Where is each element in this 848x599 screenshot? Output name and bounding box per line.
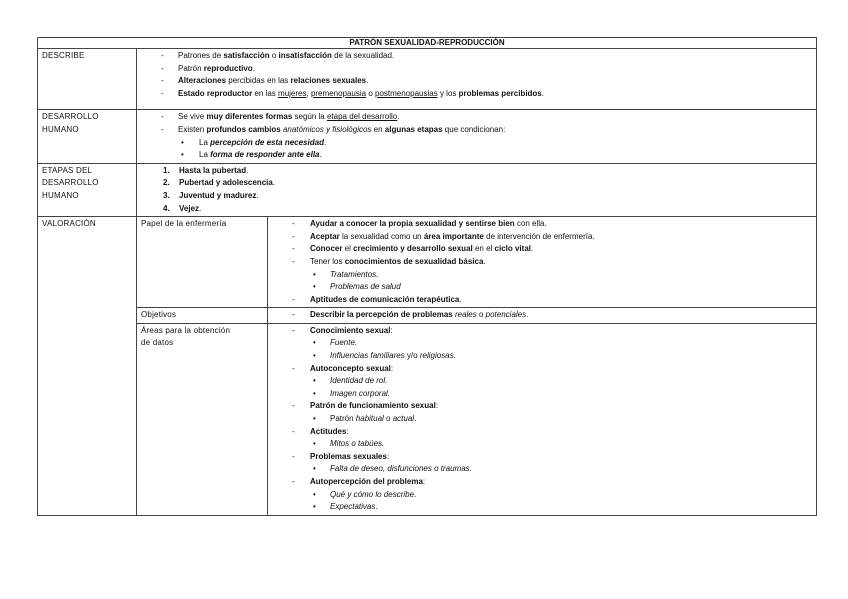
text-run: : <box>346 426 349 436</box>
desarrollo-list <box>141 111 812 161</box>
text-run: postmenopausias <box>375 88 438 98</box>
list-item <box>272 400 812 413</box>
text-run: en el <box>472 244 495 254</box>
text-run: etapa del desarrollo <box>326 112 398 122</box>
item-number: 1. <box>163 165 170 175</box>
bullet-item <box>272 388 812 401</box>
list-item <box>272 309 812 322</box>
text-run: Alteraciones <box>178 76 227 86</box>
item-number: 4. <box>163 203 170 213</box>
text-run: . <box>256 190 259 200</box>
content-describe <box>137 49 817 110</box>
bullet-item <box>272 281 812 294</box>
text-run: potenciales <box>485 310 527 320</box>
text-run: Ayudar a conocer la propia sexualidad y sentirse bien <box>310 219 515 229</box>
bullet-item <box>141 149 812 162</box>
text-run: . <box>366 76 369 86</box>
text-run: Pubertad y adolescencia <box>179 178 273 188</box>
text-run: Actitudes <box>310 426 347 436</box>
text-run: . <box>319 150 322 160</box>
text-run: Tener los <box>310 256 345 266</box>
text-run: percibidas en las <box>226 76 291 86</box>
text-run: . <box>541 88 544 98</box>
text-run: Patrones de <box>178 51 224 60</box>
text-run: la sexualidad como un <box>339 231 424 241</box>
list-item <box>272 243 812 256</box>
text-run: . <box>459 294 462 304</box>
text-run: de la sexualidad. <box>331 51 395 60</box>
text-run: de intervención de enfermería. <box>483 231 595 241</box>
text-run: habitual <box>355 414 384 424</box>
row-objetivos <box>38 308 817 324</box>
row-describe <box>38 49 817 110</box>
text-run: el <box>342 244 354 254</box>
bullet-item <box>272 463 812 476</box>
text-run: . <box>375 502 378 512</box>
numbered-item <box>141 190 812 203</box>
content-etapas <box>137 163 817 216</box>
table-title: PATRÓN SEXUALIDAD-REPRODUCCIÓN <box>38 38 817 49</box>
content-objetivos <box>268 308 817 324</box>
text-run: Vejez <box>179 203 200 213</box>
text-run: relaciones sexuales <box>290 76 367 86</box>
text-run: : <box>435 401 439 411</box>
list-item <box>272 218 812 231</box>
text-run: . <box>199 203 202 213</box>
text-run: Existen <box>178 124 207 134</box>
row-areas <box>38 323 817 515</box>
text-run: . <box>453 351 456 361</box>
text-run: Se vive <box>178 112 207 122</box>
papel-list <box>272 218 812 306</box>
text-run: área importante <box>423 231 484 241</box>
list-item <box>272 231 812 244</box>
label-desarrollo: DESARROLLO HUMANO <box>38 110 137 163</box>
text-run: en <box>371 124 385 134</box>
text-run: . <box>272 178 276 188</box>
text-run: reproductivo <box>203 63 253 73</box>
text-run: o <box>383 414 393 424</box>
text-run: Problemas de salud <box>330 282 401 292</box>
text-run: que condicionan: <box>442 124 506 134</box>
list-item <box>141 88 812 101</box>
bullet-item <box>272 501 812 514</box>
text-run: anatómicos y fisiológicos <box>282 124 372 134</box>
text-run: Conocimiento sexual <box>310 325 391 335</box>
text-run: . <box>252 63 255 73</box>
text-run: . <box>323 137 327 147</box>
text-run: conocimientos de sexualidad básica <box>344 256 484 266</box>
label-valoracion: VALORACIÓN <box>38 217 137 516</box>
text-run: religiosas <box>419 351 454 361</box>
text-run: Conocer <box>310 244 343 254</box>
text-run: Describir la percepción de problemas <box>310 310 453 320</box>
list-item <box>141 50 812 63</box>
label-papel: Papel de la enfermería <box>137 217 268 308</box>
label-etapas: ETAPAS DEL DESARROLLO HUMANO <box>38 163 137 216</box>
text-run: crecimiento y desarrollo sexual <box>353 244 473 254</box>
text-run: o <box>476 310 486 320</box>
areas-list <box>272 325 812 514</box>
text-run: Qué y cómo lo describe <box>330 489 415 499</box>
text-run: con ella. <box>514 219 547 229</box>
objetivos-list <box>272 309 812 322</box>
list-item <box>272 325 812 338</box>
text-run: muy diferentes formas <box>206 112 293 122</box>
label-areas: Áreas para la obtención de datos <box>137 323 268 515</box>
text-run: Juventud y madurez <box>179 190 257 200</box>
text-run: Problemas sexuales <box>310 451 387 461</box>
text-run: : <box>422 477 426 486</box>
text-run: : <box>386 451 390 461</box>
text-run: forma de responder ante ella <box>210 150 320 160</box>
text-run: Patrón <box>178 63 204 73</box>
label-objetivos: Objetivos <box>137 308 268 324</box>
list-item <box>272 363 812 376</box>
text-run: actual <box>392 414 415 424</box>
text-run: Estado reproductor <box>178 88 253 98</box>
text-run: La <box>199 137 211 147</box>
text-run: premenopausia <box>310 88 367 98</box>
row-papel <box>38 217 817 308</box>
list-item <box>272 256 812 269</box>
text-run: mujeres <box>278 88 307 98</box>
title-row <box>38 38 817 49</box>
numbered-item <box>141 165 812 178</box>
text-run: Hasta la pubertad <box>179 165 247 175</box>
sexuality-pattern-table <box>37 37 817 516</box>
text-run: , <box>306 88 311 98</box>
row-desarrollo <box>38 110 817 163</box>
text-run: : <box>390 363 394 373</box>
text-run: . <box>531 244 534 254</box>
list-item <box>141 124 812 137</box>
text-run: reales <box>454 310 477 320</box>
text-run: . <box>483 256 486 266</box>
text-run: ciclo vital <box>494 244 531 254</box>
text-run: La <box>199 150 211 160</box>
list-item <box>141 111 812 124</box>
list-item <box>272 426 812 439</box>
text-run: problemas percibidos <box>458 88 542 98</box>
text-run: . <box>526 310 529 320</box>
text-run: . <box>246 165 249 175</box>
text-run: Patrón <box>330 414 356 424</box>
etapas-list <box>141 165 812 215</box>
text-run: . <box>469 464 472 474</box>
text-run: Tratamientos. <box>330 269 379 279</box>
text-run: Aptitudes de comunicación terapéutica <box>310 294 460 304</box>
text-run: o <box>269 51 279 60</box>
text-run: . <box>414 489 417 499</box>
text-run: profundos cambios <box>206 124 281 134</box>
describe-list <box>141 50 812 100</box>
text-run: Falta de deseo, disfunciones o traumas <box>330 464 470 474</box>
text-run: Autoconcepto sexual <box>310 363 391 373</box>
text-run: . <box>414 414 417 424</box>
bullet-item <box>272 337 812 350</box>
content-papel <box>268 217 817 308</box>
numbered-item <box>141 203 812 216</box>
text-run: Identidad de rol. <box>330 376 388 386</box>
list-item <box>141 75 812 88</box>
content-areas <box>268 323 817 515</box>
text-run: insatisfacción <box>278 51 332 60</box>
bullet-item <box>272 350 812 363</box>
text-run: . <box>397 112 400 122</box>
bullet-item <box>272 375 812 388</box>
list-item <box>272 451 812 464</box>
text-run: percepción de esta necesidad <box>210 137 324 147</box>
item-number: 2. <box>163 178 170 188</box>
text-run: : <box>390 325 393 335</box>
list-item <box>141 63 812 76</box>
numbered-item <box>141 177 812 190</box>
list-item <box>272 294 812 307</box>
bullet-item <box>272 413 812 426</box>
content-desarrollo <box>137 110 817 163</box>
text-run: según la <box>292 112 327 122</box>
text-run: Fuente. <box>330 338 358 348</box>
text-run: y/o <box>404 351 420 361</box>
label-describe: DESCRIBE <box>38 49 137 110</box>
text-run: satisfacción <box>223 51 270 60</box>
text-run: Influencias familiares <box>330 351 405 361</box>
text-run: y los <box>437 88 459 98</box>
bullet-item <box>141 137 812 150</box>
text-run: en las <box>252 88 279 98</box>
row-etapas <box>38 163 817 216</box>
text-run: Patrón de funcionamiento sexual <box>310 401 436 411</box>
text-run: algunas etapas <box>384 124 443 134</box>
item-number: 3. <box>163 190 170 200</box>
text-run: Mitos o tabúes. <box>330 439 385 449</box>
text-run: Expectativas <box>330 502 376 512</box>
text-run: Imagen corporal. <box>330 388 391 398</box>
text-run: Autopercepción del problema <box>310 477 423 486</box>
list-item <box>272 476 812 489</box>
bullet-item <box>272 489 812 502</box>
text-run: o <box>366 88 375 98</box>
bullet-item <box>272 269 812 282</box>
text-run: Aceptar <box>310 231 340 241</box>
bullet-item <box>272 438 812 451</box>
